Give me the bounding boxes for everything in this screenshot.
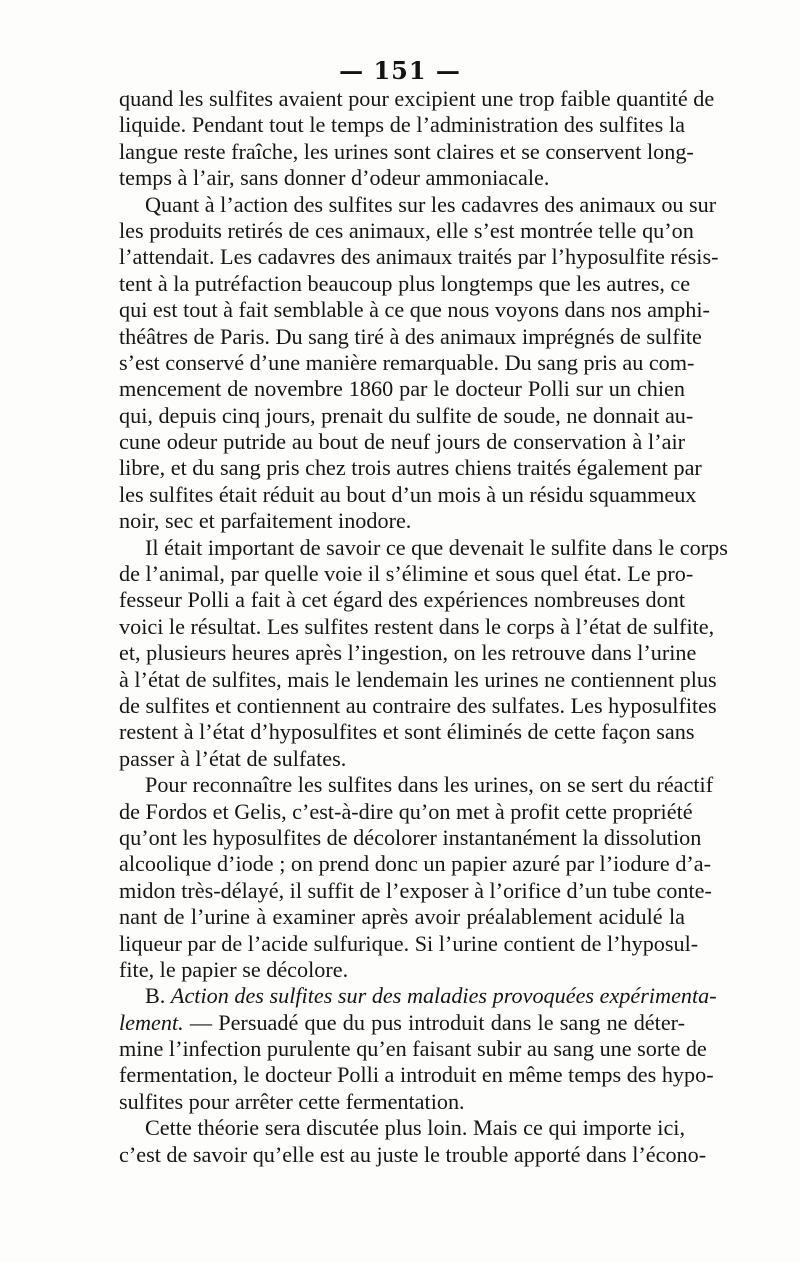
text-line: liquide. Pendant tout le temps de l’administration des sulfites la: [119, 112, 685, 138]
text-line: temps à l’air, sans donner d’odeur ammoniacale.: [119, 165, 550, 191]
text-line: midon très-délayé, il suffit de l’exposer à l’orifice d’un tube conte-: [119, 877, 712, 903]
text-line: l’attendait. Les cadavres des animaux traités par l’hyposulfite résis-: [119, 244, 719, 270]
text-line: Pour reconnaître les sulfites dans les urines, on se sert du réactif: [145, 772, 714, 798]
text-line: mencement de novembre 1860 par le docteur Polli sur un chien: [119, 376, 685, 402]
section-title: Action des sulfites sur des maladies provoquées expérimenta-: [170, 983, 717, 1009]
text-line: liqueur par de l’acide sulfurique. Si l’urine contient de l’hyposul-: [119, 930, 699, 956]
text-line: cune odeur putride au bout de neuf jours de conservation à l’air: [119, 429, 685, 455]
section-heading-line: [119, 1010, 685, 1036]
text-line: les produits retirés de ces animaux, elle s’est montrée telle qu’on: [119, 217, 694, 243]
text-line: Cette théorie sera discutée plus loin. Mais ce qui importe ici,: [145, 1115, 685, 1141]
section-text: — Persuadé que du pus introduit dans le sang ne déter-: [183, 1009, 685, 1035]
text-line: Quant à l’action des sulfites sur les cadavres des animaux ou sur: [145, 191, 717, 217]
text-line: fite, le papier se décolore.: [119, 956, 349, 982]
body-text: [119, 86, 728, 1168]
section-heading-line: [119, 983, 717, 1009]
text-line: fermentation, le docteur Polli a introduit en même temps des hypo-: [119, 1062, 714, 1088]
text-line: quand les sulfites avaient pour excipient une trop faible quantité de: [119, 86, 715, 111]
text-line: passer à l’état de sulfates.: [119, 745, 347, 771]
text-line: mine l’infection purulente qu’en faisant subir au sang une sorte de: [119, 1036, 707, 1062]
text-line: qui est tout à fait semblable à ce que nous voyons dans nos amphi-: [119, 297, 710, 323]
text-line: nant de l’urine à examiner après avoir préalablement acidulé la: [119, 904, 685, 930]
section-label: B.: [145, 983, 166, 1009]
text-line: et, plusieurs heures après l’ingestion, on les retrouve dans l’urine: [119, 640, 697, 666]
text-line: qui, depuis cinq jours, prenait du sulfite de soude, ne donnait au-: [119, 402, 694, 428]
text-line: voici le résultat. Les sulfites restent dans le corps à l’état de sulfite,: [119, 613, 715, 639]
text-line: théâtres de Paris. Du sang tiré à des animaux imprégnés de sulfite: [119, 323, 702, 349]
text-line: s’est conservé d’une manière remarquable. Du sang pris au com-: [119, 349, 695, 375]
text-line: à l’état de sulfites, mais le lendemain les urines ne contiennent plus: [119, 666, 717, 692]
text-line: tent à la putréfaction beaucoup plus longtemps que les autres, ce: [119, 270, 691, 296]
text-line: de l’animal, par quelle voie il s’élimine et sous quel état. Le pro-: [119, 561, 694, 587]
text-line: de sulfites et contiennent au contraire des sulfates. Les hyposulfites: [119, 692, 717, 718]
text-line: Il était important de savoir ce que devenait le sulfite dans le corps: [145, 534, 728, 560]
text-line: alcoolique d’iode ; on prend donc un papier azuré par l’iodure d’a-: [119, 851, 712, 877]
text-line: noir, sec et parfaitement inodore.: [119, 508, 412, 534]
text-line: sulfites pour arrêter cette fermentation.: [119, 1088, 465, 1114]
text-line: fesseur Polli a fait à cet égard des expériences nombreuses dont: [119, 587, 685, 613]
text-line: de Fordos et Gelis, c’est-à-dire qu’on met à profit cette propriété: [119, 798, 693, 824]
page-number: — 151 —: [339, 56, 461, 85]
text-line: langue reste fraîche, les urines sont claires et se conservent long-: [119, 138, 694, 164]
text-line: c’est de savoir qu’elle est au juste le trouble apporté dans l’écono-: [119, 1141, 707, 1167]
text-line: qu’ont les hyposulfites de décolorer instantanément la dissolution: [119, 824, 702, 850]
text-line: les sulfites était réduit au bout d’un mois à un résidu squammeux: [119, 481, 697, 507]
section-title-end: lement.: [119, 1009, 184, 1035]
text-line: restent à l’état d’hyposulfites et sont éliminés de cette façon sans: [119, 719, 695, 745]
text-line: libre, et du sang pris chez trois autres chiens traités également par: [119, 455, 702, 481]
